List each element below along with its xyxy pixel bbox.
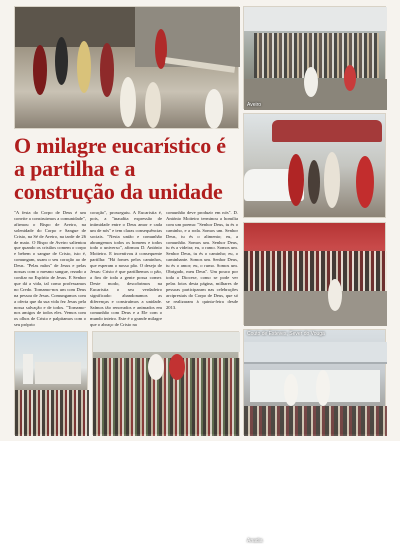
photo-sever-do-vouga bbox=[243, 329, 386, 435]
photo-canopy-procession bbox=[243, 113, 386, 218]
photo-outdoor-mass bbox=[92, 331, 239, 435]
photo-church-square bbox=[14, 331, 88, 435]
photo-procession-cathedral bbox=[14, 6, 239, 129]
article-column-2 bbox=[90, 210, 162, 329]
caption-aveiro: Aveiro bbox=[247, 102, 262, 108]
article-column-3 bbox=[166, 210, 238, 311]
article-column-1 bbox=[14, 210, 86, 329]
photo-aveiro-crowd bbox=[243, 6, 386, 109]
caption-sever-do-vouga: Couto de Esteves, Sever do Vouga bbox=[247, 331, 325, 337]
article-headline: O milagre eucarístico é a partilha e a construção da unidade bbox=[14, 133, 226, 204]
article-paragraph: coração", prosseguiu. A Eucaristia é, pois, a "inaudita expressão de intimidade entre o Deus amor e cada um de nós" e tem claras consequências sociais. "Nesta união e comunhão abrangemos todos os homens e todos todo o universo", afirmou D. António Moiteiro. E incentivou à consequente partilha: "Há fomes pelos caminhos, que esperam o nosso pão. O desejo de Jesus: Cristo é que partilhemos o pão, a fim de toda a gente possa comer. Deste modo, descobrimos na Eucaristia o seu verdadeiro significado: abandonamos as diferenças e construímos a unidade. Saímos tão renovados e animados em comunhão com Deus e a Ele com o mundo inteiro. Este é o grande milagre que o abraço de Cristo na bbox=[90, 210, 162, 328]
caption-anadia: Anadia bbox=[247, 538, 263, 544]
article-paragraph: comunhão deve produzir em nós". D. António Moiteiro terminou a homilia com um poema: "Senhor Deus, tu és o caminho, e a roda. Somos um. Senhor Deus, tu és o alimento; eu, a comunhão. Somos um. Senhor Deus, tu és a videira; eu, o ramo. Somos um. Senhor Deus, tu és o caminho; eu, o caminhante. Somos um. Senhor Deus, tu és o amor; eu, o rumo. Somos um. Obrigado, meu Deus". Um pouco por toda a Diocese, como se pode ver pelas fotos desta página, milhares de pessoas participaram nas celebrações arciprestais do Corpo de Deus, que só se realizaram à quinta-feira desde 2013. bbox=[166, 210, 238, 310]
article-paragraph: "A festa do Corpo de Deus é um convite a construirmos a comunidade", afirmou o Bispo de Aveiro, na solenidade do Corpo e Sangue de Cristo, na Sé de Aveiro, na tarde de 26 de maio. O Bispo de Aveiro salientou que quando os cristãos comem o corpo e bebem o sangue de Cristo, isto é, comungam, usam o seu coração ao de Deus. "Pelas mãos" de Jesus e pelas nossas com o mesmo sangue, rezado a confiar no Espírito de Jesus. E Senhor que dá a vida, tal como professamos no Credo. Tornamo-nos um com Deus na pessoa de Jesus. Comungamos com a oferta que da sua vida fez Jesus pela nossa salvação e de todos. "Tornamo-nos amigos de todos eles. Vemos com os olhos de Cristo e palpitamos com o seu próprio bbox=[14, 210, 86, 328]
